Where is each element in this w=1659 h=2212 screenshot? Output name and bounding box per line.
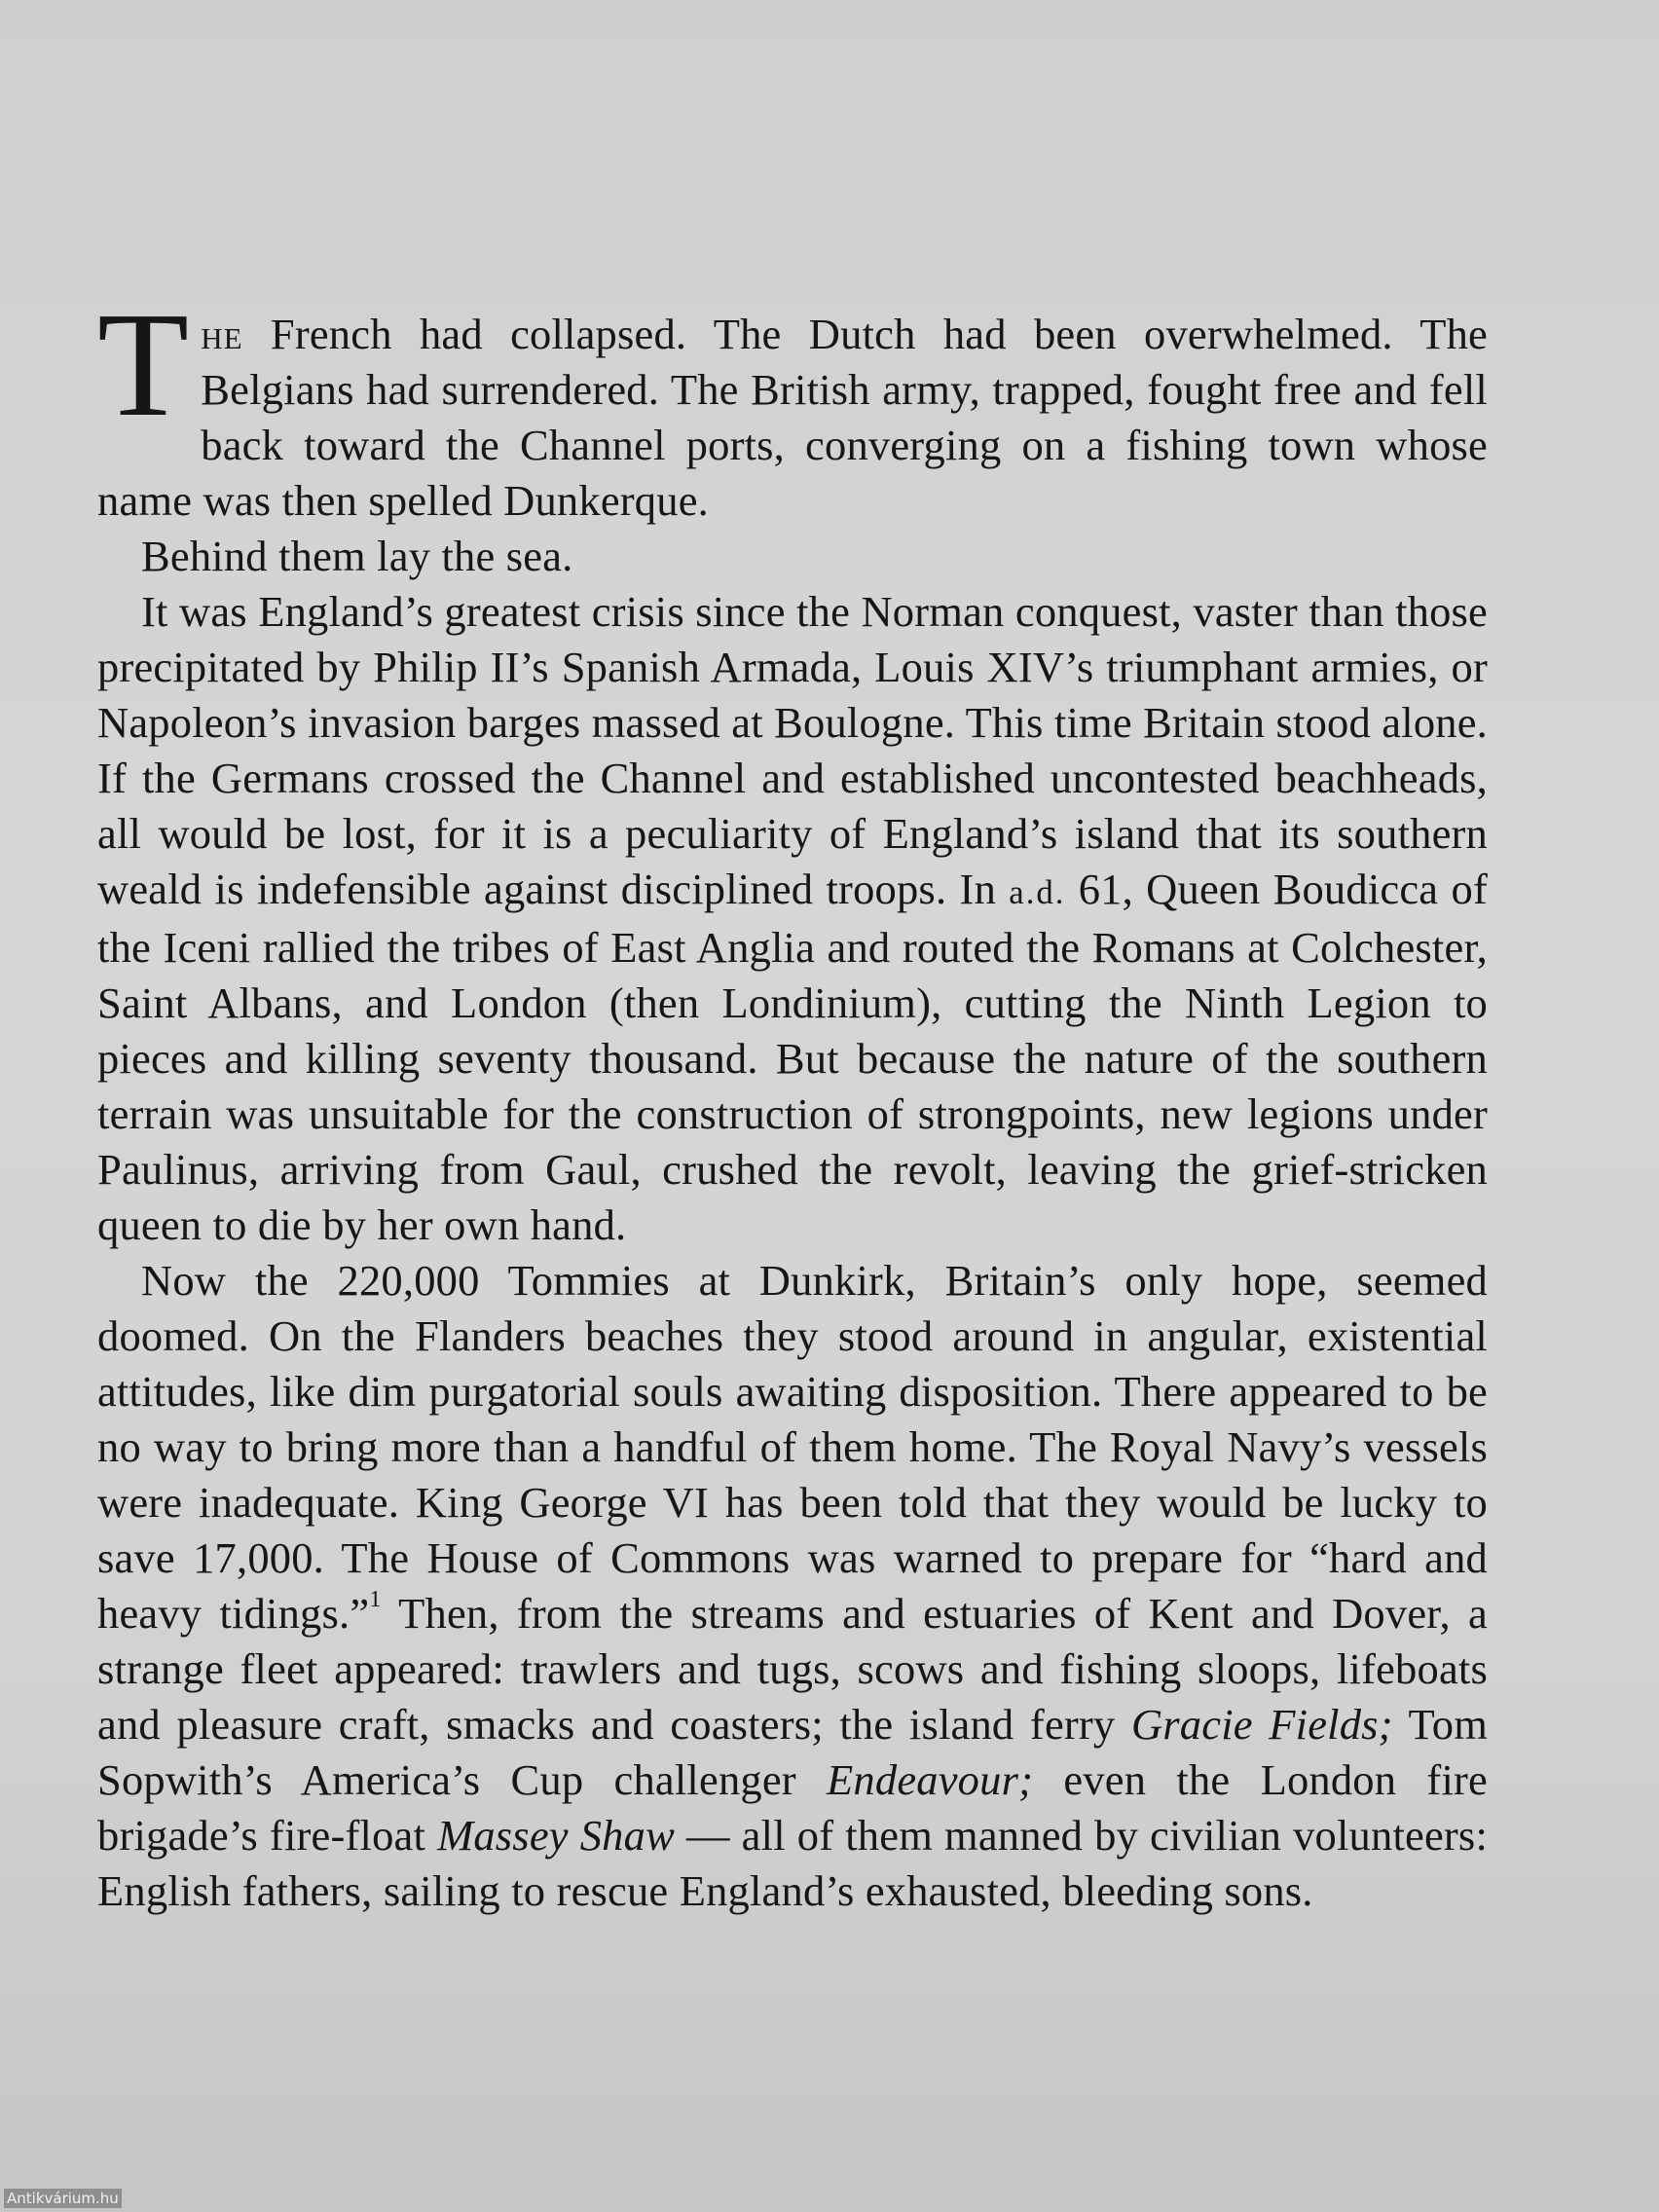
- paragraph-3-text-b: 61, Queen Boudicca of the Iceni rallied the tribes of East Anglia and routed the Romans at Colchester, Saint Albans, and London (then Londinium), cutting the Ninth Legion to pieces and killing seventy thousand. But because the nature of the southern terrain was unsuitable for the construction of strongpoints, new legions under Paulinus, arriving from Gaul, crushed the revolt, leaving the grief-stricken queen to die by her own hand.: [97, 865, 1488, 1249]
- paragraph-1-text: French had collapsed. The Dutch had been overwhelmed. The Belgians had surrendered. The British army, trapped, fought free and fell back toward the Channel ports, converging on a fishing town whose name was then spelled Dunkerque.: [97, 310, 1488, 525]
- paragraph-4-text-a: Now the 220,000 Tommies at Dunkirk, Britain’s only hope, seemed doomed. On the Flanders beaches they stood around in angular, existential attitudes, like dim purgatorial souls awaiting disposition. There appeared to be no way to bring more than a handful of them home. The Royal Navy’s vessels were inadequate. King George VI has been told that they would be lucky to save 17,000. The House of Commons was warned to prepare for “hard and heavy tidings.”: [97, 1256, 1488, 1638]
- era-abbreviation: a.d.: [1009, 873, 1066, 911]
- body-text: [97, 282, 1489, 1919]
- paragraph-4-text-c: Tom Sopwith’s America’s Cup challenger: [97, 1700, 1489, 1804]
- paragraph-1: [97, 282, 1488, 529]
- footnote-marker[interactable]: 1: [369, 1585, 382, 1612]
- ship-name-massey-shaw: Massey Shaw: [437, 1811, 675, 1860]
- paragraph-4: [97, 1253, 1488, 1919]
- paragraph-4-text-d: even the London fire brigade’s fire-float: [97, 1755, 1488, 1860]
- ship-name-endeavour: Endeavour;: [827, 1755, 1034, 1804]
- drop-cap: T: [97, 282, 190, 448]
- paragraph-3-text-a: It was England’s greatest crisis since the Norman conquest, vaster than those precipitated by Philip II’s Spanish Armada, Louis XIV’s triumphant armies, or Napoleon’s invasion barges massed at Boulogne. This time Britain stood alone. If the Germans crossed the Channel and established uncontested beachheads, all would be lost, for it is a peculiarity of England’s island that its southern weald is indefensible against disciplined troops. In: [97, 587, 1488, 913]
- paragraph-4-text-e: — all of them manned by civilian volunteers: English fathers, sailing to rescue England’s exhausted, bleeding sons.: [97, 1811, 1489, 1915]
- paragraph-3: [97, 584, 1488, 1253]
- paragraph-2: Behind them lay the sea.: [141, 532, 573, 580]
- ship-name-gracie-fields: Gracie Fields;: [1130, 1700, 1393, 1749]
- watermark-label: Antikvárium.hu: [4, 2189, 122, 2208]
- paragraph-4-text-b: Then, from the streams and estuaries of Kent and Dover, a strange fleet appeared: trawlers and tugs, scows and fishing sloops, lifeboats and pleasure craft, smacks and coasters; the island ferry: [97, 1589, 1488, 1749]
- lead-in-smallcaps: he: [201, 310, 243, 358]
